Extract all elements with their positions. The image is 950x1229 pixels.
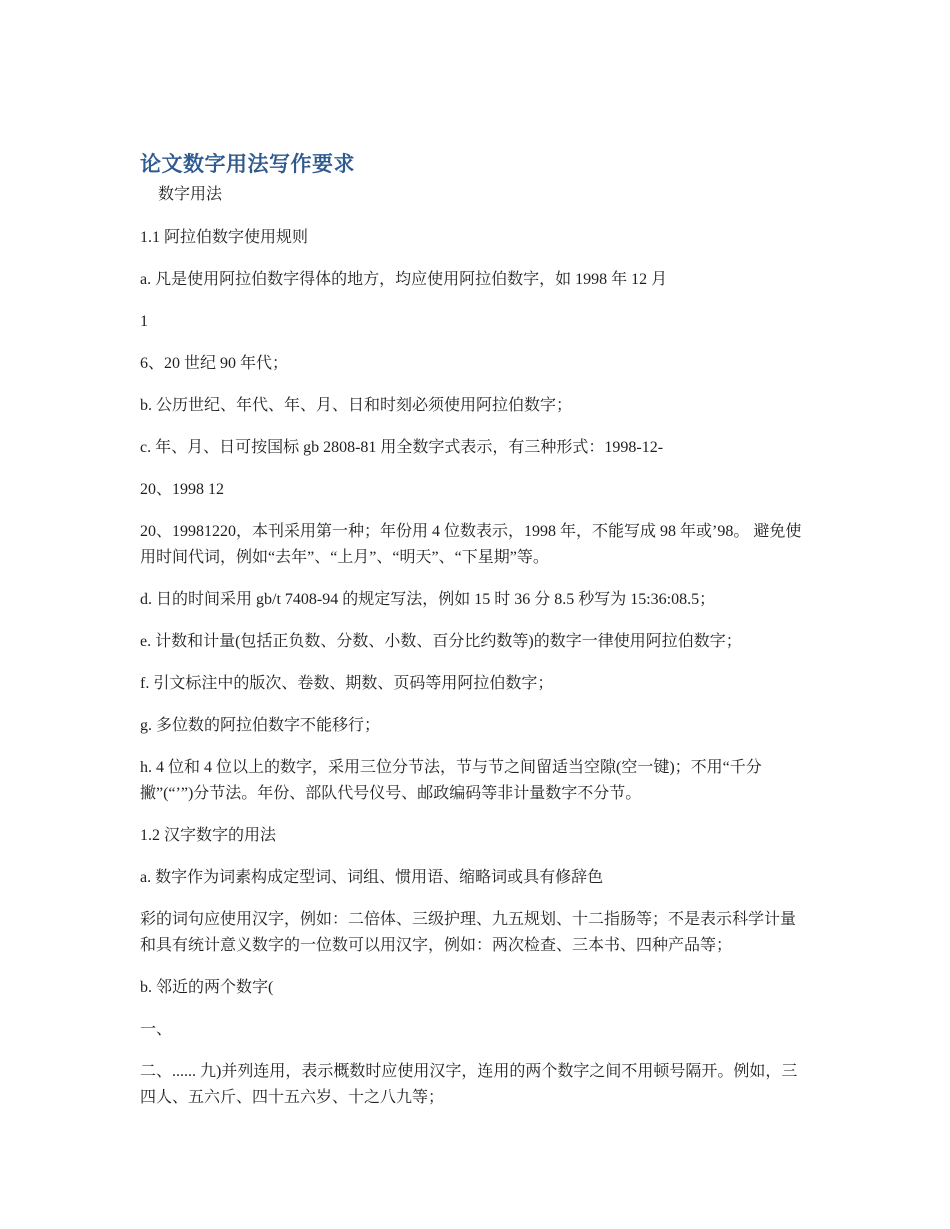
- paragraph-fragment-5: 一、: [140, 1021, 173, 1038]
- document-body: [140, 148, 808, 1127]
- paragraph-fragment-4: 20、19981220，本刊采用第一种；年份用 4 位数表示，1998 年，不能写成 98 年或’98。 避免使用时间代词，例如“去年”、“上月”、“明天”、“下星期”等。: [140, 523, 802, 566]
- paragraph-fragment-3: 20、1998 12: [140, 481, 225, 498]
- paragraph-rule-h: h. 4 位和 4 位以上的数字，采用三位分节法，节与节之间留适当空隙(空一键)；不用“千分撇”(“’”)分节法。年份、部队代号仪号、邮政编码等非计量数字不分节。: [140, 759, 762, 802]
- paragraph-1-2-heading: 1.2 汉字数字的用法: [140, 827, 277, 844]
- paragraph-hanzi-rule-a: a. 数字作为词素构成定型词、词组、惯用语、缩略词或具有修辞色: [140, 869, 604, 886]
- paragraph-rule-e: e. 计数和计量(包括正负数、分数、小数、百分比约数等)的数字一律使用阿拉伯数字；: [140, 633, 742, 650]
- paragraph-rule-a: a. 凡是使用阿拉伯数字得体的地方，均应使用阿拉伯数字，如 1998 年 12 月: [140, 271, 668, 288]
- document-title: 论文数字用法写作要求: [140, 152, 355, 176]
- paragraph-rule-f: f. 引文标注中的版次、卷数、期数、页码等用阿拉伯数字；: [140, 675, 554, 692]
- paragraph-1-1-heading: 1.1 阿拉伯数字使用规则: [140, 229, 309, 246]
- paragraph-fragment-2: 6、20 世纪 90 年代；: [140, 355, 289, 372]
- paragraph-hanzi-rule-a-cont: 彩的词句应使用汉字，例如：二倍体、三级护理、九五规划、十二指肠等；不是表示科学计量和具有统计意义数字的一位数可以用汉字，例如：两次检查、三本书、四种产品等；: [140, 911, 797, 954]
- paragraph-rule-c: c. 年、月、日可按国标 gb 2808-81 用全数字式表示，有三种形式：1998-12-: [140, 439, 664, 456]
- paragraph-rule-d: d. 日的时间采用 gb/t 7408-94 的规定写法，例如 15 时 36 分 8.5 秒写为 15:36:08.5；: [140, 591, 716, 608]
- section-heading: 数字用法: [158, 186, 223, 203]
- paragraph-rule-g: g. 多位数的阿拉伯数字不能移行；: [140, 717, 381, 734]
- paragraph-hanzi-rule-b: b. 邻近的两个数字(: [140, 979, 274, 996]
- paragraph-rule-b: b. 公历世纪、年代、年、月、日和时刻必须使用阿拉伯数字；: [140, 397, 573, 414]
- paragraph-hanzi-rule-b-cont: 二、...... 九)并列连用，表示概数时应使用汉字，连用的两个数字之间不用顿号隔开。例如，三四人、五六斤、四十五六岁、十之八九等；: [140, 1063, 798, 1106]
- paragraph-fragment-1: 1: [140, 313, 148, 330]
